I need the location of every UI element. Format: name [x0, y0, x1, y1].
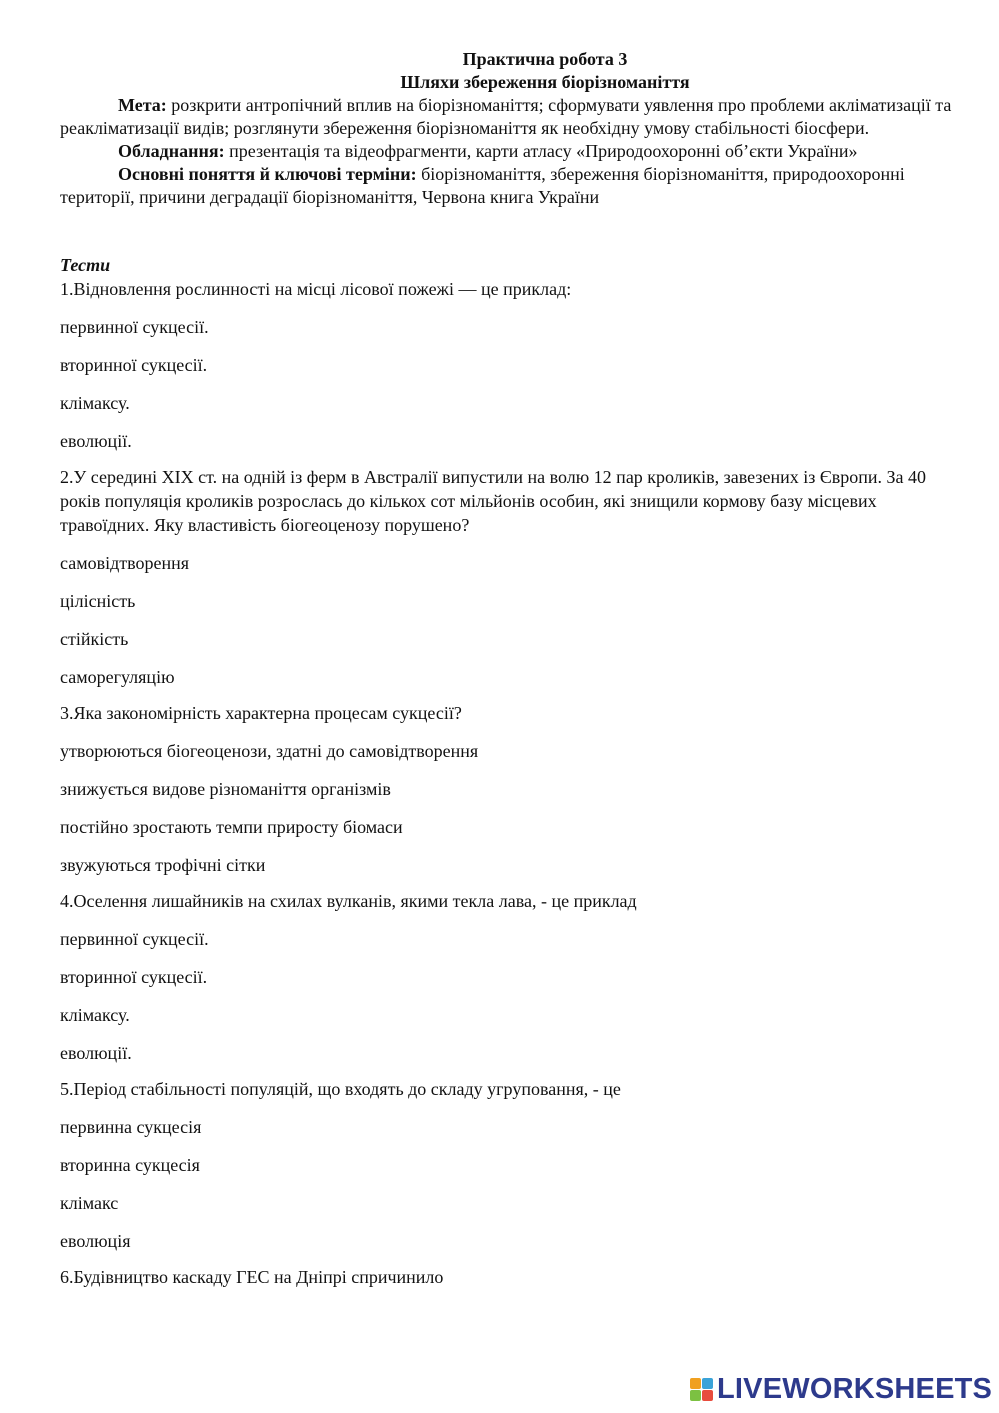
- terms-label: Основні поняття й ключові терміни:: [118, 164, 417, 184]
- equipment-text: презентація та відеофрагменти, карти атласу «Природоохоронні об’єкти України»: [224, 141, 858, 161]
- answer-option[interactable]: вторинна сукцесія: [60, 1155, 200, 1175]
- answer-option[interactable]: первинної сукцесії.: [60, 317, 209, 337]
- question-4: 4.Оселення лишайників на схилах вулканів, якими текла лава, - це приклад: [60, 891, 637, 911]
- answer-option[interactable]: вторинної сукцесії.: [60, 967, 208, 987]
- page-subtitle: Шляхи збереження біорізноманіття: [400, 72, 690, 92]
- questions-list: [60, 277, 960, 1289]
- answer-option[interactable]: знижується видове різноманіття організмів: [60, 779, 391, 799]
- question-1: 1.Відновлення рослинності на місці лісової пожежі — це приклад:: [60, 279, 572, 299]
- brand-name: LIVEWORKSHEETS: [717, 1372, 993, 1405]
- answer-option[interactable]: первинної сукцесії.: [60, 929, 209, 949]
- goal-paragraph: [60, 94, 960, 140]
- logo-tile-icon: [702, 1390, 713, 1401]
- question-6: 6.Будівництво каскаду ГЕС на Дніпрі спричинило: [60, 1267, 444, 1287]
- answer-option[interactable]: саморегуляцію: [60, 667, 175, 687]
- answer-option[interactable]: первинна сукцесія: [60, 1117, 202, 1137]
- answer-option[interactable]: стійкість: [60, 629, 129, 649]
- answer-option[interactable]: клімаксу.: [60, 393, 130, 413]
- answer-option[interactable]: еволюції.: [60, 431, 132, 451]
- page-title: Практична робота 3: [462, 49, 628, 69]
- terms-paragraph: [60, 163, 960, 209]
- answer-option[interactable]: клімакс: [60, 1193, 119, 1213]
- answer-option[interactable]: утворюються біогеоценози, здатні до самовідтворення: [60, 741, 479, 761]
- goal-text: розкрити антропічний вплив на біорізноманіття; сформувати уявлення про проблеми акліматизації та реакліматизації видів; розглянути збереження біорізноманіття як необхідну умову стабільності біосфери.: [60, 95, 952, 138]
- answer-option[interactable]: еволюції.: [60, 1043, 132, 1063]
- answer-option[interactable]: звужуються трофічні сітки: [60, 855, 266, 875]
- goal-label: Мета:: [118, 95, 167, 115]
- answer-option[interactable]: клімаксу.: [60, 1005, 130, 1025]
- liveworksheets-logo-icon: [690, 1378, 713, 1401]
- equipment-paragraph: [60, 140, 960, 163]
- answer-option[interactable]: вторинної сукцесії.: [60, 355, 208, 375]
- answer-option[interactable]: еволюція: [60, 1231, 131, 1251]
- worksheet-page: [60, 48, 960, 1289]
- answer-option[interactable]: постійно зростають темпи приросту біомаси: [60, 817, 403, 837]
- question-2: 2.У середині ХІХ ст. на одній із ферм в Австралії випустили на волю 12 пар кроликів, завезених із Європи. За 40 років популяція кроликів розрослась до кількох сот мільйонів особин, які знищили кормову базу місцевих травоїдних. Яку властивість біогеоценозу порушено?: [60, 467, 927, 535]
- question-3: 3.Яка закономірність характерна процесам сукцесії?: [60, 703, 462, 723]
- answer-option[interactable]: самовідтворення: [60, 553, 190, 573]
- terms-text: біорізноманіття, збереження біорізноманіття, природоохоронні території, причини деградації біорізноманіття, Червона книга України: [60, 164, 905, 207]
- question-5: 5.Період стабільності популяцій, що входять до складу угруповання, - це: [60, 1079, 621, 1099]
- tests-heading: Тести: [60, 255, 111, 275]
- logo-tile-icon: [690, 1390, 701, 1401]
- liveworksheets-logo: [690, 1373, 992, 1405]
- logo-tile-icon: [690, 1378, 701, 1389]
- answer-option[interactable]: цілісність: [60, 591, 136, 611]
- logo-tile-icon: [702, 1378, 713, 1389]
- equipment-label: Обладнання:: [118, 141, 225, 161]
